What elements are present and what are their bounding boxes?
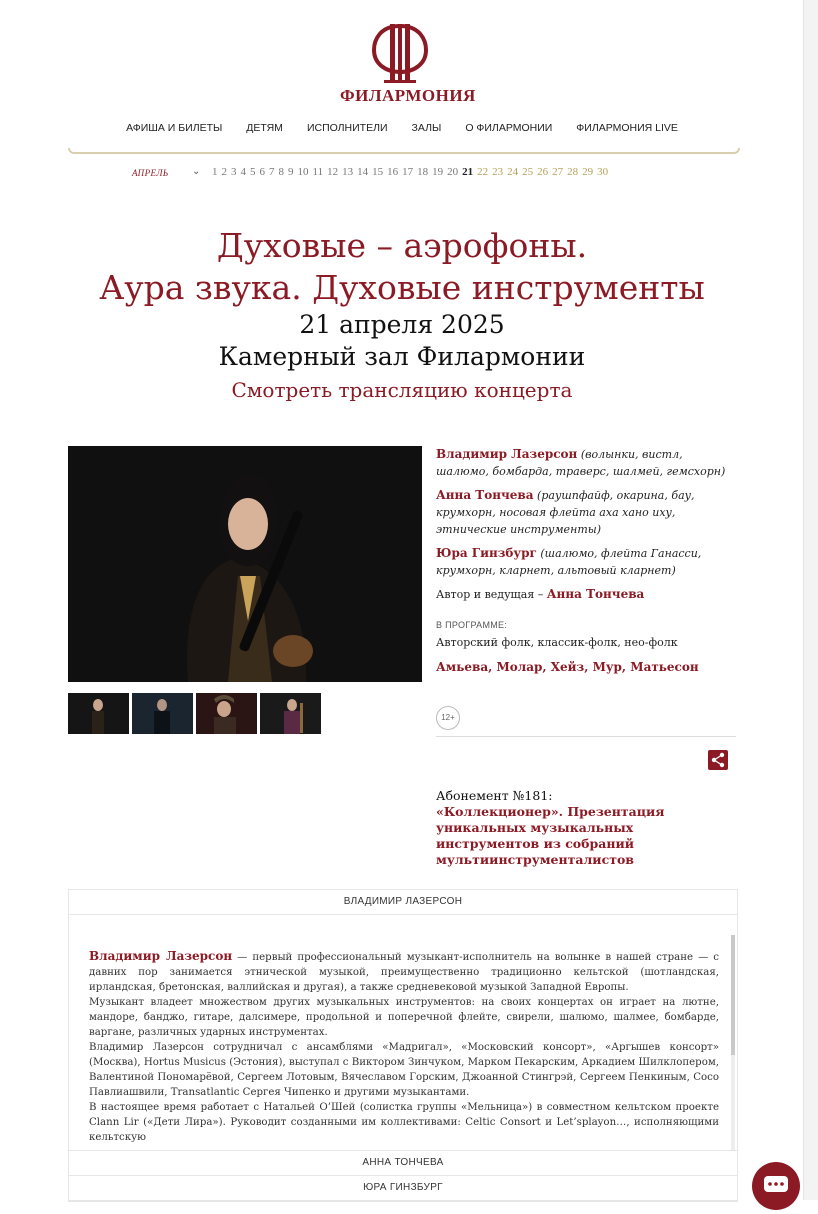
day-1[interactable]: 1 [212,166,218,178]
nav-item-children[interactable]: ДЕТЯМ [246,122,283,134]
info-divider [436,736,736,737]
performer-1 [436,446,736,480]
program-composers[interactable]: Амьева, Молар, Хейз, Мур, Матьесон [436,660,699,674]
day-29[interactable]: 29 [582,166,594,178]
day-4[interactable]: 4 [240,166,246,178]
performer-2 [436,487,736,538]
logo-wordmark: ФИЛАРМОНИЯ [340,86,476,105]
bio-paragraph: В настоящее время работает с Натальей О’Шей (солистка группы «Мельница») в совместном кельтском проекте Clann Lir («Дети Лира»). Руководит созданными им коллективами: Celtic Consort и Let’splayon…, исполняющими кельтскую [89,1102,719,1143]
event-title-line2: Аура звука. Духовые инструменты [99,268,705,307]
day-13[interactable]: 13 [342,166,354,178]
thumbnail-2[interactable] [132,693,193,734]
day-16[interactable]: 16 [387,166,399,178]
chevron-down-icon[interactable]: ⌄ [192,166,201,177]
performer-instruments: (раушпфайф, окарина, бау, крумхорн, носовая флейта аха хано иху, этнические инструменты) [436,489,695,536]
accordion-header-ginzburg[interactable]: ЮРА ГИНЗБУРГ [69,1176,737,1201]
event-title-line1: Духовые – аэрофоны. [216,226,588,265]
accordion-header-lazerson[interactable]: ВЛАДИМИР ЛАЗЕРСОН [69,890,737,915]
day-17[interactable]: 17 [402,166,414,178]
subscription-label: Абонемент №181: [436,788,553,803]
program-label: В ПРОГРАММЕ: [436,620,508,630]
thumbnail-4[interactable] [260,693,321,734]
day-10[interactable]: 10 [297,166,309,178]
page-scrollbar[interactable] [803,0,818,1200]
day-26[interactable]: 26 [537,166,549,178]
nav-item-performers[interactable]: ИСПОЛНИТЕЛИ [306,122,388,134]
event-info [436,446,736,676]
share-icon [708,750,728,770]
day-18[interactable]: 18 [417,166,429,178]
day-23[interactable]: 23 [492,166,504,178]
day-28[interactable]: 28 [567,166,579,178]
subscription-link[interactable]: «Коллекционер». Презентация уникальных музыкальных инструментов из собраний мультиинструменталистов [436,804,665,867]
performer-name[interactable]: Анна Тончева [436,488,534,502]
day-3[interactable]: 3 [231,166,237,178]
day-7[interactable]: 7 [269,166,275,178]
event-hall: Камерный зал Филармонии [218,342,586,371]
day-22[interactable]: 22 [477,166,489,178]
day-25[interactable]: 25 [522,166,534,178]
thumbnail-3[interactable] [196,693,257,734]
day-27[interactable]: 27 [552,166,564,178]
performer-accordion [68,889,738,1202]
day-8[interactable]: 8 [278,166,284,178]
day-9[interactable]: 9 [288,166,294,178]
share-button[interactable] [708,750,728,770]
performer-instruments: (шалюмо, флейта Ганасси, крумхорн, кларнет, альтовый кларнет) [436,547,702,577]
performer-name[interactable]: Юра Гинзбург [436,546,537,560]
day-21[interactable]: 21 [462,166,474,178]
accordion-header-toncheva[interactable]: АННА ТОНЧЕВА [69,1151,737,1176]
stream-link[interactable]: Смотреть трансляцию концерта [231,378,573,402]
age-rating-badge: 12+ [436,706,460,730]
nav-item-afisha[interactable]: АФИША И БИЛЕТЫ [126,122,223,134]
nav-item-about[interactable]: О ФИЛАРМОНИИ [465,122,553,134]
thumbnail-1[interactable] [68,693,129,734]
day-24[interactable]: 24 [507,166,519,178]
bio-name: Владимир Лазерсон [89,949,233,963]
day-5[interactable]: 5 [250,166,256,178]
nav-divider [68,148,740,154]
day-20[interactable]: 20 [447,166,459,178]
host-name[interactable]: Анна Тончева [546,587,645,601]
performer-instruments: (волынки, вистл, шалюмо, бомбарда, траверс, шалмей, гемсхорн) [436,448,726,478]
bio-paragraph: Владимир Лазерсон сотрудничал с ансамблями «Мадригал», «Московский консорт», «Аргышев консорт» (Москва), Hortus Musicus (Эстония), выступал с Виктором Зинчуком, Марком Пекарским, Аркадием Шилклопером, Валентиной Пономарёвой, Сергеем Лотовым, Вячеславом Горским, Джоанной Стингрэй, Сергеем Пенкиным, Сосо Павлиашвили, Transatlantic Сергея Чипенко и другими музыкантами. [89,1042,719,1098]
subscription [436,788,736,868]
chat-button[interactable] [752,1162,800,1210]
host-label: Автор и ведущая – [436,588,544,601]
chat-icon [752,1162,800,1210]
month-dropdown[interactable]: АПРЕЛЬ [132,168,169,178]
nav-item-live[interactable]: ФИЛАРМОНИЯ LIVE [576,122,678,134]
logo-emblem-icon [340,20,460,90]
philharmonia-logo[interactable] [340,20,476,110]
accordion-panel-lazerson[interactable] [69,915,737,1151]
main-photo[interactable] [68,446,422,682]
day-19[interactable]: 19 [432,166,444,178]
host-line [436,586,736,603]
day-11[interactable]: 11 [312,166,324,178]
day-15[interactable]: 15 [372,166,384,178]
day-6[interactable]: 6 [259,166,265,178]
panel-scroll-thumb[interactable] [731,935,735,1055]
event-date: 21 апреля 2025 [299,310,505,339]
bio-paragraph: Владимир Лазерсон — первый профессиональный музыкант-исполнитель на волынке в нашей стране — с давних пор занимается этнической музыкой, преимущественно традиционно кельтской (шотландская, ирландская, бретонская, валлийская и другая), а также средневековой музыкой Западной Европы. [89,949,719,993]
main-nav [68,122,736,150]
photo-thumbnails [68,693,321,734]
performer-name[interactable]: Владимир Лазерсон [436,447,578,461]
day-2[interactable]: 2 [221,166,227,178]
day-30[interactable]: 30 [597,166,609,178]
day-12[interactable]: 12 [327,166,339,178]
performer-3 [436,545,736,579]
bio-paragraph: Музыкант владеет множеством других музыкальных инструментов: на своих концертах он играет на лютне, мандоре, банджо, гитаре, далсимере, продольной и поперечной флейте, свирели, шалюмо, шалмее, бомбарде, варгане, различных ударных инструментах. [89,997,719,1038]
program-genre: Авторский фолк, классик-фолк, нео-фолк [436,636,678,649]
day-14[interactable]: 14 [357,166,369,178]
performer-photo-image [68,446,422,682]
day-list [212,166,612,178]
nav-item-halls[interactable]: ЗАЛЫ [411,122,442,134]
